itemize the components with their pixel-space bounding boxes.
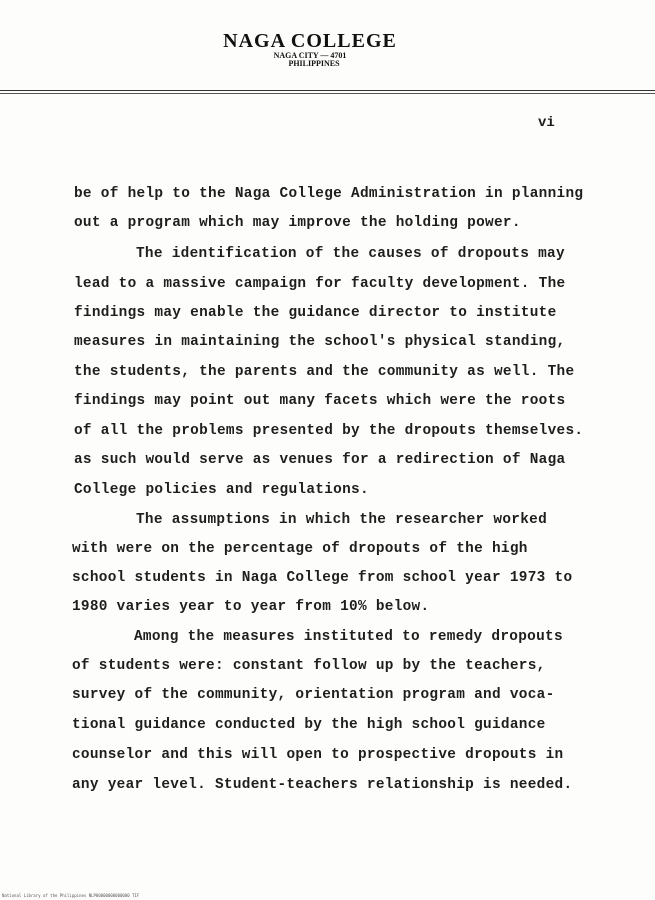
text-line: 1980 varies year to year from 10% below.	[72, 599, 430, 615]
city-line: NAGA CITY — 4701	[273, 51, 347, 60]
text-line: be of help to the Naga College Administration in planning	[74, 186, 584, 202]
text-line: tional guidance conducted by the high school guidance	[72, 717, 546, 733]
text-line: of students were: constant follow up by the teachers,	[72, 658, 546, 674]
text-line: school students in Naga College from school year 1973 to	[72, 570, 573, 586]
text-line: measures in maintaining the school's physical standing,	[74, 334, 566, 350]
text-line: findings may point out many facets which were the roots	[74, 393, 566, 409]
text-line: with were on the percentage of dropouts of the high	[72, 541, 528, 557]
text-line: the students, the parents and the community as well. The	[74, 364, 575, 380]
scan-footer: National Library of the Philippines NLP00000000000000 TIF	[2, 893, 140, 898]
text-line: as such would serve as venues for a redirection of Naga	[74, 452, 566, 468]
text-line: of all the problems presented by the dropouts themselves.	[74, 423, 584, 439]
country-line: PHILIPPINES	[288, 59, 340, 68]
page-number: vi	[538, 115, 555, 131]
institution-name: NAGA COLLEGE	[223, 30, 397, 52]
text-line: The assumptions in which the researcher worked	[136, 512, 548, 528]
text-line: any year level. Student-teachers relationship is needed.	[72, 777, 573, 793]
text-line: The identification of the causes of dropouts may	[136, 246, 565, 262]
text-line: survey of the community, orientation program and voca-	[72, 687, 555, 703]
header-rule-bottom	[0, 93, 655, 94]
text-line: out a program which may improve the holding power.	[74, 215, 521, 231]
text-line: College policies and regulations.	[74, 482, 369, 498]
header-rule-top	[0, 90, 655, 91]
text-line: lead to a massive campaign for faculty development. The	[74, 276, 566, 292]
text-line: findings may enable the guidance director to institute	[74, 305, 557, 321]
text-line: Among the measures instituted to remedy dropouts	[134, 629, 563, 645]
text-line: counselor and this will open to prospective dropouts in	[72, 747, 564, 763]
